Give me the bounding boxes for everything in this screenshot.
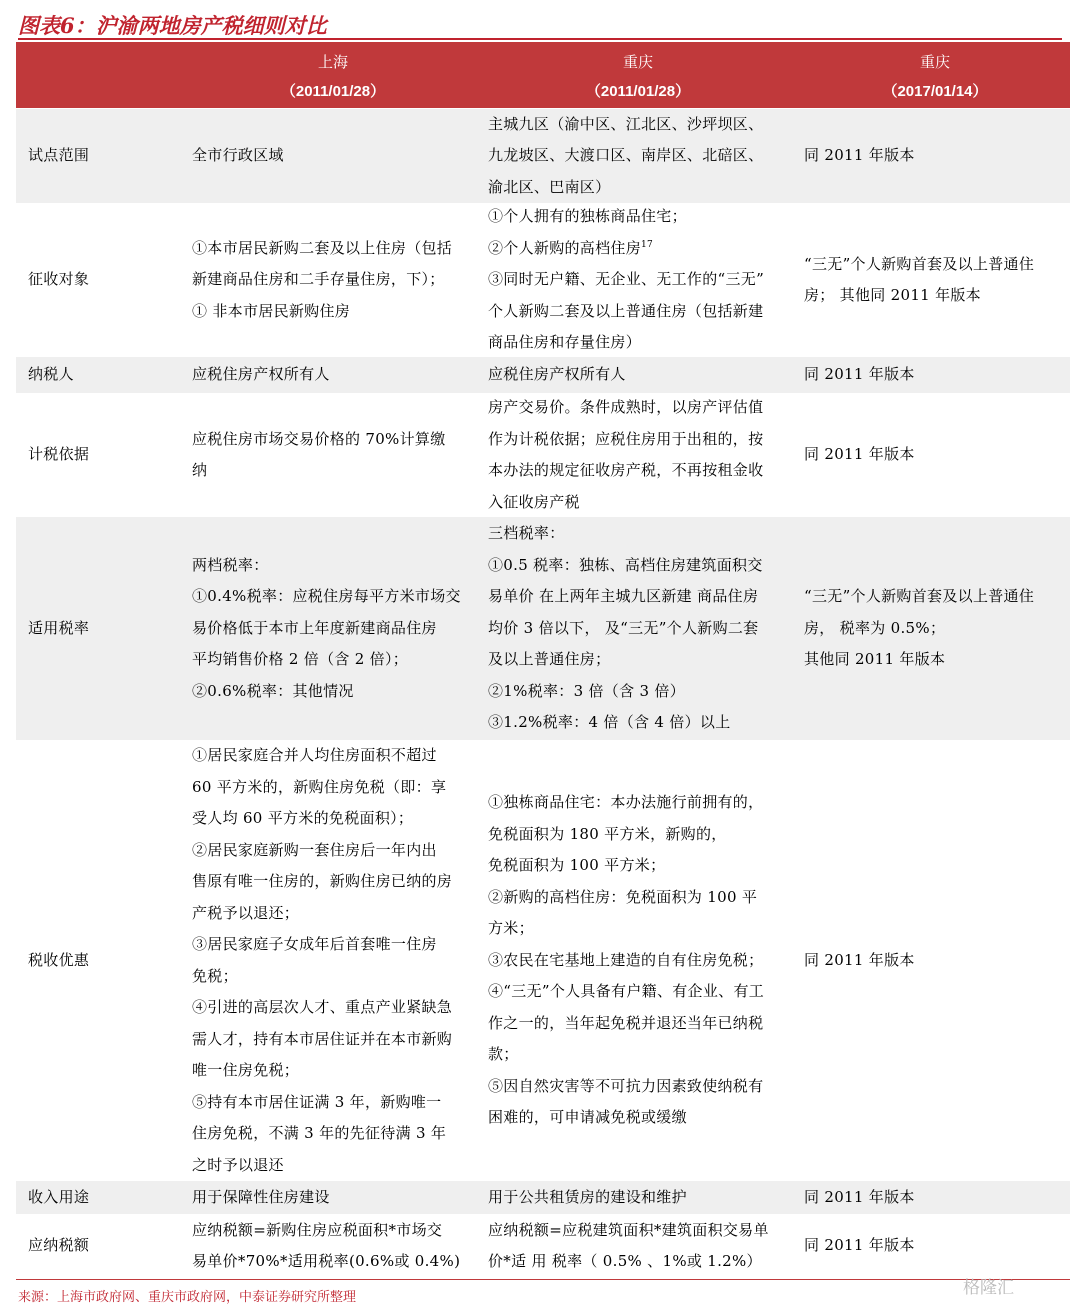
cell-line: ①本市居民新购二套及以上住房（包括 [192, 238, 453, 257]
shanghai-cell [192, 1214, 474, 1278]
row-label [28, 1181, 178, 1214]
source-divider [16, 1279, 1070, 1280]
cell-line: ②新购的高档住房：免税面积为 100 平 [488, 887, 758, 906]
cell-line: 均价 3 倍以下， 及“三无”个人新购二套 [488, 618, 759, 637]
chongqing-2011-cell [488, 517, 788, 740]
cell-line: ①0.4%税率：应税住房每平方米市场交 [192, 587, 461, 606]
cell-line: 纳税人 [28, 365, 74, 384]
header-chongqing-2017-date: （2017/01/14） [882, 83, 988, 100]
table-row [16, 357, 1070, 393]
header-chongqing-2017-name: 重庆 [919, 53, 950, 71]
cell-line: 主城九区（渝中区、江北区、沙坪坝区、 [488, 114, 764, 133]
chongqing-2017-cell [804, 1181, 1066, 1214]
cell-line: ④“三无”个人具备有户籍、有企业、有工 [488, 982, 765, 1001]
cell-line: ③居民家庭子女成年后首套唯一住房 [192, 935, 437, 953]
cell-line: 征收对象 [28, 270, 90, 289]
source-note: 来源：上海市政府网、重庆市政府网，中泰证券研究所整理 [18, 1290, 357, 1305]
cell-line: 新建商品住房和二手存量住房，下）； [192, 270, 445, 289]
cell-line: ②居民家庭新购一套住房后一年内出 [192, 840, 437, 859]
chongqing-2017-cell [804, 517, 1066, 740]
header-shanghai-date: （2011/01/28） [280, 83, 386, 100]
cell-line: 免税面积为 180 平方米，新购的， [488, 824, 727, 843]
header-shanghai-name: 上海 [317, 53, 348, 71]
cell-line: ①居民家庭合并人均住房面积不超过 [192, 746, 437, 764]
cell-line: 适用税率 [28, 618, 90, 637]
cell-line: 易价格低于本市上年度新建商品住房 [192, 618, 437, 637]
cell-line: 三档税率： [488, 524, 565, 543]
cell-line: ②0.6%税率：其他情况 [192, 681, 354, 700]
cell-line: 应税住房产权所有人 [192, 365, 330, 384]
table-row [16, 1181, 1070, 1214]
cell-line: 同 2011 年版本 [804, 365, 915, 384]
chongqing-2011-cell [488, 740, 788, 1181]
cell-line: 收入用途 [28, 1187, 90, 1206]
cell-line: 售原有唯一住房的，新购住房已纳的房 [192, 872, 453, 890]
cell-line: ③同时无户籍、无企业、无工作的“三无” [488, 270, 765, 289]
cell-line: 需人才，持有本市居住证并在本市新购 [192, 1029, 453, 1048]
cell-line: 应纳税额 [28, 1236, 90, 1255]
cell-line: 同 2011 年版本 [804, 146, 915, 165]
row-label [28, 517, 178, 740]
cell-line: 住房免税，不满 3 年的先征待满 3 年 [192, 1124, 447, 1142]
cell-line: 税收优惠 [28, 950, 90, 969]
cell-line: 全市行政区域 [192, 146, 284, 165]
cell-line: “三无”个人新购首套及以上普通住 [804, 254, 1035, 273]
cell-line: 易单价*70%*适用税率(0.6%或 0.4%) [192, 1252, 461, 1270]
cell-line: 同 2011 年版本 [804, 445, 915, 464]
chongqing-2017-cell [804, 109, 1066, 203]
table-row [16, 109, 1070, 203]
header-chongqing-2017 [804, 42, 1066, 108]
cell-line: ⑤因自然灾害等不可抗力因素致使纳税有 [488, 1076, 764, 1095]
row-label [28, 1214, 178, 1278]
shanghai-cell [192, 357, 474, 393]
shanghai-cell [192, 517, 474, 740]
cell-line: 入征收房产税 [488, 492, 580, 511]
shanghai-cell [192, 203, 474, 357]
shanghai-cell [192, 393, 474, 517]
row-label [28, 740, 178, 1181]
header-chongqing-2011-date: （2011/01/28） [585, 83, 691, 100]
cell-line: ③1.2%税率：4 倍（含 4 倍）以上 [488, 713, 731, 732]
cell-line: 同 2011 年版本 [804, 950, 915, 969]
chongqing-2011-cell [488, 109, 788, 203]
chongqing-2017-cell [804, 393, 1066, 517]
cell-line: 款； [488, 1045, 519, 1064]
cell-line: 两档税率： [192, 555, 269, 574]
figure-title: 图表6：沪渝两地房产税细则对比 [18, 13, 327, 38]
cell-line: 纳 [192, 461, 208, 479]
cell-line: ① 非本市居民新购住房 [192, 301, 351, 320]
cell-line: 房， 税率为 0.5%； [804, 618, 946, 637]
cell-line: 房产交易价。条件成熟时，以房产评估值 [488, 398, 764, 416]
cell-line: 受人均 60 平方米的免税面积）； [192, 809, 414, 827]
header-chongqing-2011 [488, 42, 788, 108]
table-header [16, 42, 1070, 108]
table-row [16, 203, 1070, 357]
cell-line: 用于保障性住房建设 [192, 1187, 330, 1206]
row-label [28, 357, 178, 393]
chongqing-2011-cell [488, 357, 788, 393]
cell-line: ⑤持有本市居住证满 3 年，新购唯一 [192, 1092, 442, 1111]
table-row [16, 740, 1070, 1181]
chongqing-2011-cell [488, 1181, 788, 1214]
cell-line: 应纳税额=新购住房应税面积*市场交 [192, 1220, 443, 1239]
title-divider [18, 38, 1062, 40]
cell-line: 易单价 在上两年主城九区新建 商品住房 [488, 587, 759, 606]
cell-line: ②1%税率：3 倍（含 3 倍） [488, 681, 685, 700]
cell-line: 应税住房市场交易价格的 70%计算缴 [192, 429, 446, 448]
cell-line: “三无”个人新购首套及以上普通住 [804, 587, 1035, 606]
chongqing-2017-cell [804, 357, 1066, 393]
cell-line: 作之一的，当年起免税并退还当年已纳税 [488, 1013, 764, 1032]
footnote-marker: 17 [641, 239, 654, 250]
cell-line: 作为计税依据；应税住房用于出租的，按 [488, 429, 764, 448]
chongqing-2017-cell [804, 1214, 1066, 1278]
row-label [28, 109, 178, 203]
cell-line: 试点范围 [28, 146, 90, 165]
cell-line: 其他同 2011 年版本 [804, 650, 946, 669]
cell-line: ①0.5 税率：独栋、高档住房建筑面积交 [488, 555, 763, 574]
chongqing-2017-cell [804, 203, 1066, 357]
cell-line: 及以上普通住房； [488, 650, 611, 669]
cell-line: 产税予以退还； [192, 903, 300, 922]
cell-line: 用于公共租赁房的建设和维护 [488, 1187, 687, 1206]
cell-line: ①独栋商品住宅：本办法施行前拥有的， [488, 793, 764, 812]
watermark-logo: 格隆汇 [963, 1278, 1014, 1298]
cell-line: 免税面积为 100 平方米； [488, 856, 666, 875]
shanghai-cell [192, 740, 474, 1181]
cell-line: 计税依据 [28, 445, 90, 464]
chongqing-2017-cell [804, 740, 1066, 1181]
table-row [16, 1214, 1070, 1278]
cell-line: 个人新购二套及以上普通住房（包括新建 [488, 301, 764, 320]
cell-line: 之时予以退还 [192, 1155, 284, 1174]
chongqing-2011-cell [488, 393, 788, 517]
cell-line: ④引进的高层次人才、重点产业紧缺急 [192, 998, 453, 1016]
cell-line: 价*适 用 税率（ 0.5% 、1%或 1.2%） [488, 1252, 762, 1270]
cell-line: 60 平方米的，新购住房免税（即：享 [192, 777, 447, 796]
cell-line: 渝北区、巴南区） [488, 177, 611, 196]
row-label [28, 393, 178, 517]
cell-line: 平均销售价格 2 倍（含 2 倍）； [192, 650, 409, 669]
chongqing-2011-cell [488, 1214, 788, 1278]
cell-line: ①个人拥有的独栋商品住宅； [488, 207, 687, 226]
cell-line: 免税； [192, 966, 238, 985]
cell-line: ③农民在宅基地上建造的自有住房免税； [488, 950, 764, 969]
shanghai-cell [192, 1181, 474, 1214]
shanghai-cell [192, 109, 474, 203]
table-row [16, 517, 1070, 740]
cell-line: 房； 其他同 2011 年版本 [804, 286, 981, 304]
header-chongqing-2011-name: 重庆 [622, 53, 653, 71]
cell-line: 同 2011 年版本 [804, 1187, 915, 1206]
cell-line: 唯一住房免税； [192, 1061, 300, 1079]
cell-line: ②个人新购的高档住房$^{17}$ [488, 238, 654, 257]
cell-line: 商品住房和存量住房） [488, 333, 642, 352]
table-row [16, 393, 1070, 517]
cell-line: 方米； [488, 919, 534, 938]
cell-line: 同 2011 年版本 [804, 1236, 915, 1255]
chongqing-2011-cell [488, 203, 788, 357]
header-shanghai [192, 42, 474, 108]
cell-line: 应税住房产权所有人 [488, 365, 626, 384]
row-label [28, 203, 178, 357]
cell-line: 困难的，可申请减免税或缓缴 [488, 1108, 687, 1127]
cell-line: 本办法的规定征收房产税，不再按租金收 [488, 461, 764, 479]
cell-line: 应纳税额=应税建筑面积*建筑面积交易单 [488, 1220, 769, 1239]
cell-line: 九龙坡区、大渡口区、南岸区、北碚区、 [488, 146, 764, 165]
